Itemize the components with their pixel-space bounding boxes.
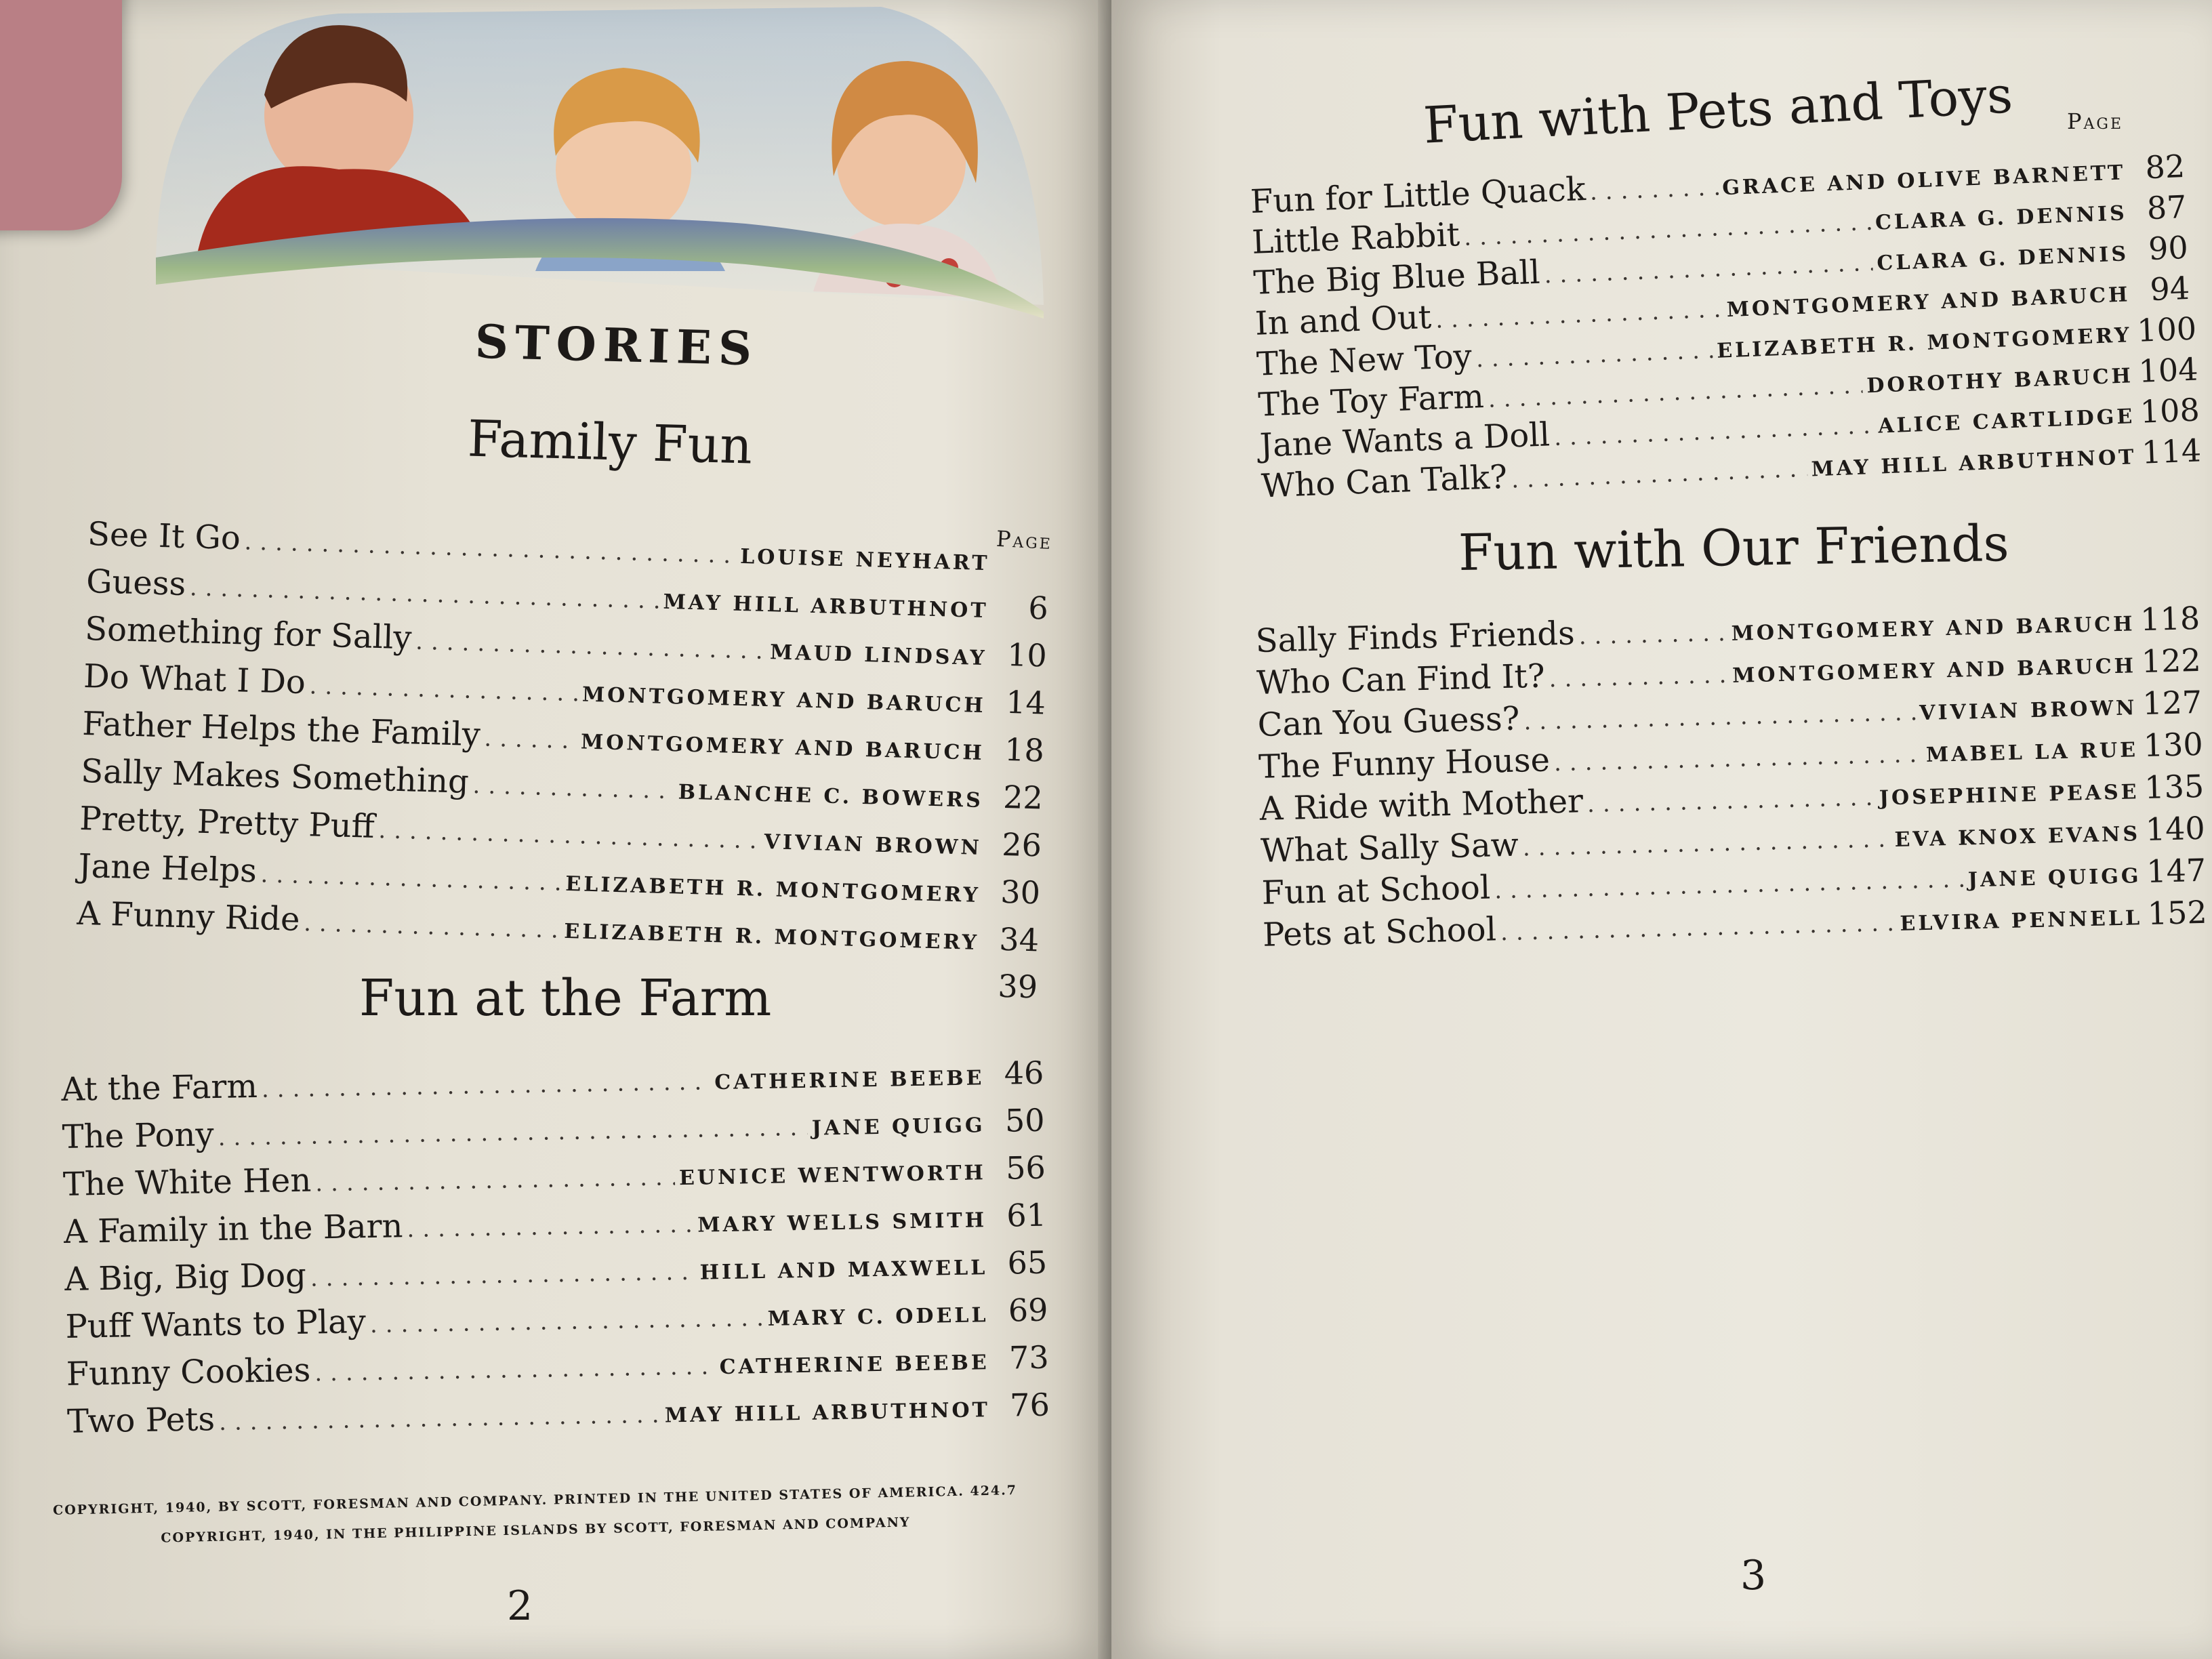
entry-author: MONTGOMERY AND BARUCH bbox=[1732, 654, 2137, 688]
dot-leader bbox=[1553, 741, 1922, 777]
entry-author: CATHERINE BEEBE bbox=[719, 1351, 990, 1380]
entry-title: The New Toy bbox=[1256, 337, 1473, 384]
entry-title: Pretty, Pretty Puff bbox=[79, 799, 375, 846]
page-number-left: 2 bbox=[507, 1582, 533, 1630]
entry-author: EUNICE WENTWORTH bbox=[678, 1161, 987, 1191]
dot-leader bbox=[315, 1164, 675, 1197]
section-title-fun-with-our-friends: Fun with Our Friends bbox=[1458, 514, 2010, 583]
entry-author: VIVIAN BROWN bbox=[1919, 696, 2137, 726]
entry-author: MAY HILL ARBUTHNOT bbox=[663, 590, 989, 623]
entry-page: 87 bbox=[2146, 188, 2188, 227]
entry-page: 140 bbox=[2145, 809, 2206, 848]
entry-author: VIVIAN BROWN bbox=[764, 830, 983, 861]
dot-leader bbox=[310, 1258, 696, 1292]
entry-page: 69 bbox=[1008, 1291, 1048, 1329]
entry-author: MABEL LA RUE bbox=[1925, 738, 2139, 767]
entry-title: The Big Blue Ball bbox=[1252, 253, 1541, 302]
entry-author: MAY HILL ARBUTHNOT bbox=[1811, 445, 2137, 482]
entry-title: Can You Guess? bbox=[1257, 699, 1521, 744]
entry-title: In and Out bbox=[1254, 298, 1433, 343]
dot-leader bbox=[1475, 337, 1713, 373]
entry-title: Something for Sally bbox=[84, 609, 413, 657]
dot-leader bbox=[260, 861, 562, 896]
entry-title: The White Hen bbox=[62, 1161, 312, 1204]
dot-leader bbox=[1589, 173, 1719, 205]
entry-author: MARY C. ODELL bbox=[767, 1303, 989, 1331]
entry-author: MARY WELLS SMITH bbox=[697, 1208, 987, 1237]
entry-title: A Ride with Mother bbox=[1259, 782, 1584, 828]
entry-title: Puff Wants to Play bbox=[65, 1303, 367, 1346]
dot-leader bbox=[1523, 699, 1916, 735]
copyright-notice bbox=[40, 1475, 1031, 1556]
entry-title: Little Rabbit bbox=[1251, 216, 1461, 262]
toc-fun-with-pets-and-toys bbox=[1250, 147, 2203, 508]
section-title-fun-with-pets-and-toys: Fun with Pets and Toys bbox=[1422, 66, 2014, 155]
dot-leader bbox=[1511, 455, 1807, 494]
entry-title: Guess bbox=[85, 562, 186, 604]
entry-author: CLARA G. DENNIS bbox=[1875, 201, 2128, 235]
entry-title: See It Go bbox=[87, 515, 241, 558]
entry-title: Jane Helps bbox=[77, 846, 258, 890]
page-number-right: 3 bbox=[1740, 1552, 1767, 1599]
entry-page: 152 bbox=[2147, 893, 2208, 932]
entry-author: BLANCHE C. BOWERS bbox=[678, 780, 984, 813]
entry-author: ELIZABETH R. MONTGOMERY bbox=[563, 919, 980, 955]
entry-title: The Pony bbox=[62, 1115, 215, 1156]
entry-page: 30 bbox=[1000, 873, 1041, 912]
children-illustration bbox=[136, 0, 1057, 319]
dot-leader bbox=[1578, 619, 1727, 650]
dot-leader bbox=[262, 1068, 711, 1103]
page-column-label: Page bbox=[996, 525, 1053, 555]
entry-author: CATHERINE BEEBE bbox=[714, 1066, 985, 1095]
section-title-fun-at-the-farm: Fun at the Farm bbox=[359, 969, 772, 1027]
dot-leader bbox=[1494, 866, 1965, 905]
entry-page: 108 bbox=[2139, 391, 2200, 430]
pink-bookmark-flap bbox=[0, 0, 122, 230]
entry-page: 100 bbox=[2136, 310, 2198, 349]
entry-author: JOSEPHINE PEASE bbox=[1879, 780, 2139, 811]
dot-leader bbox=[378, 817, 760, 855]
entry-page bbox=[995, 570, 1049, 571]
entry-author: CLARA G. DENNIS bbox=[1876, 242, 2129, 276]
entry-author: LOUISE NEYHART bbox=[739, 544, 991, 576]
entry-title: Fun for Little Quack bbox=[1250, 170, 1586, 221]
entry-author: JANE QUIGG bbox=[1967, 864, 2142, 893]
entry-page: 127 bbox=[2142, 683, 2203, 722]
entry-title: Fun at School bbox=[1261, 868, 1491, 912]
stories-heading: STORIES bbox=[474, 314, 760, 377]
entry-page: 22 bbox=[1002, 778, 1044, 817]
entry-page: 46 bbox=[1004, 1054, 1044, 1092]
entry-page: 6 bbox=[1027, 589, 1049, 627]
dot-leader bbox=[484, 724, 577, 754]
dot-leader bbox=[1587, 784, 1876, 818]
entry-page: 18 bbox=[1004, 731, 1045, 769]
entry-author: HILL AND MAXWELL bbox=[699, 1256, 988, 1285]
entry-title: Jane Wants a Doll bbox=[1258, 415, 1551, 465]
entry-page: 122 bbox=[2141, 641, 2202, 680]
entry-page: 26 bbox=[1001, 825, 1042, 864]
entry-title: Funny Cookies bbox=[66, 1351, 311, 1393]
entry-page: 65 bbox=[1007, 1244, 1048, 1282]
dot-leader bbox=[1435, 295, 1723, 333]
dot-leader bbox=[309, 672, 578, 707]
entry-title: A Family in the Barn bbox=[63, 1207, 403, 1251]
entry-title: A Big, Big Dog bbox=[64, 1256, 307, 1298]
dot-leader bbox=[304, 909, 560, 944]
entry-author: DOROTHY BARUCH bbox=[1866, 364, 2134, 398]
entry-title: Sally Makes Something bbox=[80, 752, 470, 801]
entry-author: ELVIRA PENNELL bbox=[1900, 906, 2143, 936]
entry-title: The Toy Farm bbox=[1257, 377, 1485, 424]
section-title-family-fun: Family Fun bbox=[466, 409, 753, 476]
entry-author: MONTGOMERY AND BARUCH bbox=[580, 730, 985, 766]
entry-title: Who Can Find It? bbox=[1256, 657, 1546, 702]
entry-page: 94 bbox=[2149, 269, 2191, 308]
entry-page: 130 bbox=[2143, 725, 2204, 764]
entry-author: ELIZABETH R. MONTGOMERY bbox=[1716, 323, 2133, 363]
entry-author: GRACE AND OLIVE BARNETT bbox=[1721, 161, 2127, 201]
copyright-line: COPYRIGHT, 1940, BY SCOTT, FORESMAN AND COMPANY. PRINTED IN THE UNITED STATES OF AMERICA. 424.7 bbox=[52, 1483, 1018, 1518]
entry-title: Father Helps the Family bbox=[81, 704, 481, 754]
entry-title: Pets at School bbox=[1262, 910, 1497, 954]
entry-author: MAY HILL ARBUTHNOT bbox=[664, 1398, 991, 1428]
entry-author: MAUD LINDSAY bbox=[769, 640, 988, 671]
dot-leader bbox=[1500, 909, 1896, 946]
entry-title: Who Can Talk? bbox=[1261, 457, 1509, 506]
entry-page: 56 bbox=[1005, 1149, 1046, 1187]
entry-author: ELIZABETH R. MONTGOMERY bbox=[565, 872, 981, 907]
dot-leader bbox=[472, 772, 674, 804]
entry-author: ALICE CARTLIDGE bbox=[1877, 405, 2135, 438]
entry-page: 118 bbox=[2139, 599, 2200, 638]
entry-page: 76 bbox=[1009, 1386, 1050, 1424]
entry-author: EVA KNOX EVANS bbox=[1894, 822, 2141, 853]
entry-title: The Funny House bbox=[1258, 741, 1551, 786]
entry-page: 73 bbox=[1008, 1338, 1050, 1376]
dot-leader bbox=[1549, 661, 1729, 693]
entry-title: Do What I Do bbox=[83, 657, 306, 702]
entry-title: Sally Finds Friends bbox=[1255, 614, 1576, 660]
toc-fun-with-our-friends bbox=[1255, 599, 2208, 958]
entry-page: 135 bbox=[2144, 767, 2205, 806]
entry-author: MONTGOMERY AND BARUCH bbox=[1731, 612, 2135, 646]
entry-title: At the Farm bbox=[61, 1067, 258, 1109]
toc-fun-at-the-farm bbox=[61, 1054, 1050, 1450]
entry-title: A Funny Ride bbox=[76, 894, 301, 939]
entry-page: 50 bbox=[1004, 1101, 1045, 1139]
dot-leader bbox=[219, 1401, 661, 1436]
entry-author: JANE QUIGG bbox=[811, 1113, 985, 1141]
toc-family-fun bbox=[75, 515, 1050, 1016]
dot-leader bbox=[189, 574, 659, 614]
right-page bbox=[1111, 0, 2212, 1659]
dot-leader bbox=[244, 528, 737, 569]
page-column-label: Page bbox=[2067, 108, 2124, 134]
entry-page: 114 bbox=[2141, 432, 2203, 471]
entry-page: 104 bbox=[2137, 350, 2199, 390]
dot-leader bbox=[370, 1305, 764, 1338]
entry-author: MONTGOMERY AND BARUCH bbox=[1726, 283, 2131, 323]
dot-leader bbox=[407, 1211, 694, 1243]
entry-title: Two Pets bbox=[66, 1400, 216, 1441]
entry-page: 14 bbox=[1005, 683, 1046, 722]
entry-page: 90 bbox=[2148, 228, 2189, 268]
entry-page: 39 bbox=[997, 967, 1038, 1006]
copyright-line: COPYRIGHT, 1940, IN THE PHILIPPINE ISLANDS BY SCOTT, FORESMAN AND COMPANY bbox=[161, 1515, 911, 1546]
entry-page: 10 bbox=[1006, 636, 1048, 674]
entry-page: 34 bbox=[998, 920, 1040, 959]
dot-leader bbox=[218, 1114, 808, 1151]
entry-page: 82 bbox=[2144, 148, 2186, 186]
dot-leader bbox=[1522, 825, 1891, 861]
entry-page: 61 bbox=[1006, 1196, 1047, 1234]
entry-page: 147 bbox=[2146, 851, 2207, 890]
dot-leader bbox=[314, 1353, 716, 1387]
entry-title: What Sally Saw bbox=[1260, 825, 1519, 870]
dot-leader bbox=[415, 628, 766, 665]
entry-author: MONTGOMERY AND BARUCH bbox=[581, 682, 987, 718]
